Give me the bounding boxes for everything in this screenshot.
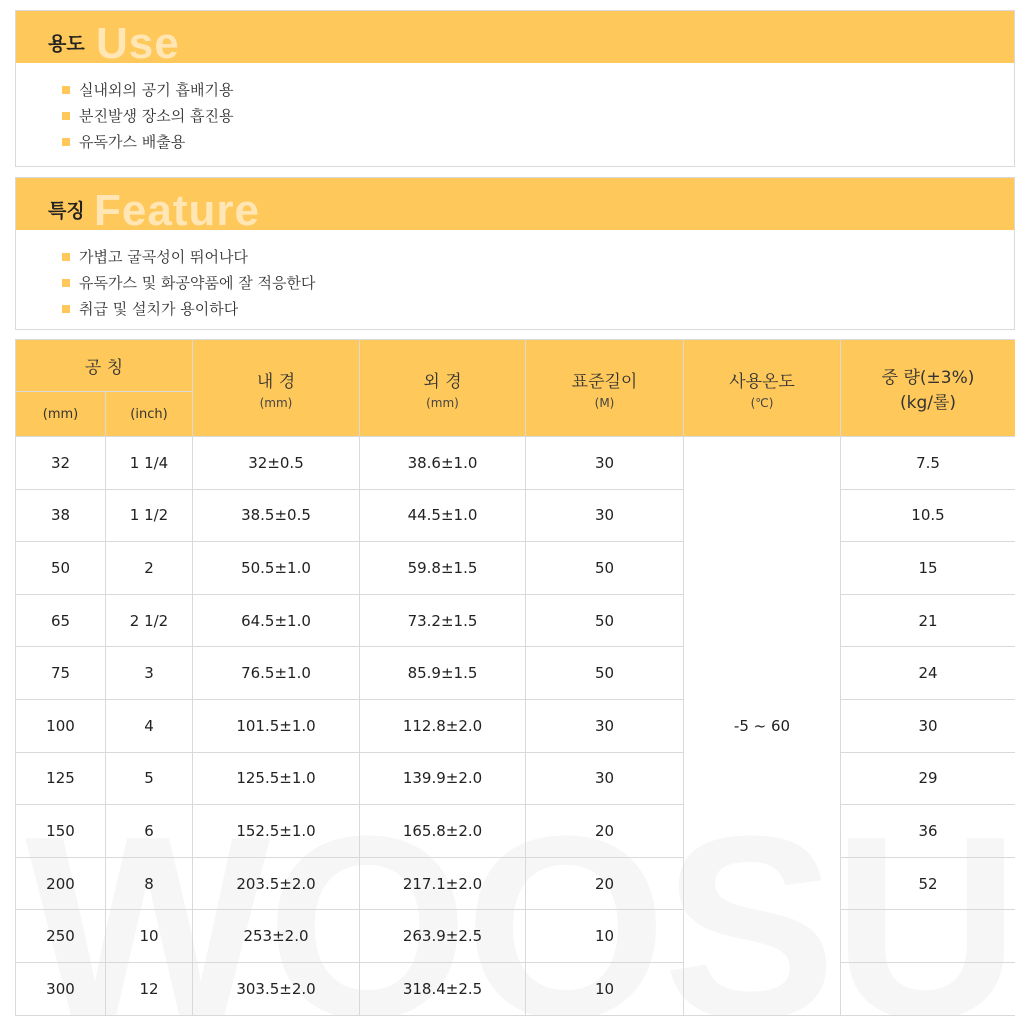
cell-mm: 125 [16,752,106,805]
use-bg-text: Use [96,19,180,63]
cell-outer: 165.8±2.0 [360,805,526,858]
cell-inner: 101.5±1.0 [193,699,360,752]
cell-weight: 15 [841,542,1016,595]
cell-weight: 21 [841,594,1016,647]
cell-mm: 75 [16,647,106,700]
cell-mm: 65 [16,594,106,647]
table-row [16,594,1016,647]
cell-inner: 203.5±2.0 [193,857,360,910]
cell-inch: 4 [106,699,193,752]
cell-mm: 300 [16,962,106,1015]
list-item-text: 분진발생 장소의 흡진용 [79,107,234,125]
use-title: 용도 [48,33,85,55]
cell-outer: 112.8±2.0 [360,699,526,752]
header-inner-label: 내 경 [256,371,296,392]
cell-inch: 12 [106,962,193,1015]
cell-outer: 44.5±1.0 [360,489,526,542]
cell-length: 10 [526,910,684,963]
table-row [16,647,1016,700]
table-row [16,542,1016,595]
spec-table-container [15,339,1015,1016]
feature-section [15,177,1015,330]
cell-mm: 50 [16,542,106,595]
cell-inch: 6 [106,805,193,858]
list-item [62,77,1014,103]
cell-mm: 32 [16,437,106,490]
header-nominal-label: 공 칭 [84,358,124,378]
cell-inch: 1 1/2 [106,489,193,542]
cell-outer: 73.2±1.5 [360,594,526,647]
bullet-square-icon [62,305,70,313]
cell-weight: 10.5 [841,489,1016,542]
cell-inch: 2 1/2 [106,594,193,647]
cell-inner: 38.5±0.5 [193,489,360,542]
list-item [62,244,1014,270]
cell-mm: 200 [16,857,106,910]
cell-length: 30 [526,752,684,805]
header-nominal [16,340,193,392]
cell-length: 30 [526,699,684,752]
list-item-text: 취급 및 설치가 용이하다 [79,300,239,318]
cell-length: 50 [526,594,684,647]
cell-inner: 152.5±1.0 [193,805,360,858]
header-standard-length [526,340,684,437]
cell-weight: 7.5 [841,437,1016,490]
cell-weight: 30 [841,699,1016,752]
header-temperature [684,340,841,437]
cell-weight: 24 [841,647,1016,700]
feature-section-header [16,178,1014,230]
cell-mm: 100 [16,699,106,752]
bullet-square-icon [62,253,70,261]
header-length-label: 표준길이 [571,371,638,392]
list-item [62,129,1014,155]
cell-inner: 125.5±1.0 [193,752,360,805]
cell-length: 50 [526,542,684,595]
cell-length: 30 [526,437,684,490]
cell-inner: 64.5±1.0 [193,594,360,647]
cell-inch: 10 [106,910,193,963]
list-item [62,270,1014,296]
cell-length: 50 [526,647,684,700]
spec-table [15,339,1015,1016]
table-row [16,805,1016,858]
use-list [16,63,1014,155]
cell-mm: 38 [16,489,106,542]
table-row [16,489,1016,542]
table-row [16,857,1016,910]
cell-outer: 139.9±2.0 [360,752,526,805]
cell-outer: 85.9±1.5 [360,647,526,700]
header-outer-unit: (mm) [426,395,459,410]
cell-outer: 38.6±1.0 [360,437,526,490]
cell-outer: 217.1±2.0 [360,857,526,910]
bullet-square-icon [62,138,70,146]
cell-length: 30 [526,489,684,542]
header-temp-label: 사용온도 [729,371,795,392]
cell-length: 20 [526,805,684,858]
bullet-square-icon [62,112,70,120]
table-row [16,962,1016,1015]
cell-inner: 76.5±1.0 [193,647,360,700]
use-section-header [16,11,1014,63]
cell-outer: 59.8±1.5 [360,542,526,595]
table-row [16,752,1016,805]
cell-temperature: -5 ~ 60 [684,437,841,1016]
cell-mm: 250 [16,910,106,963]
cell-length: 10 [526,962,684,1015]
header-nominal-mm: (mm) [16,392,106,437]
cell-inch: 5 [106,752,193,805]
cell-mm: 150 [16,805,106,858]
list-item [62,103,1014,129]
header-weight-label: 중 량(±3%) [881,368,975,388]
list-item-text: 가볍고 굴곡성이 뛰어나다 [79,248,248,266]
header-length-unit: (M) [594,395,615,410]
header-nominal-inch: (inch) [106,392,193,437]
cell-inch: 3 [106,647,193,700]
cell-inner: 50.5±1.0 [193,542,360,595]
cell-length: 20 [526,857,684,910]
list-item-text: 실내외의 공기 흡배기용 [79,81,234,99]
cell-weight: 36 [841,805,1016,858]
list-item [62,296,1014,322]
header-outer-diameter [360,340,526,437]
cell-outer: 263.9±2.5 [360,910,526,963]
bullet-square-icon [62,279,70,287]
cell-inch: 1 1/4 [106,437,193,490]
header-inner-diameter [193,340,360,437]
feature-list [16,230,1014,322]
feature-bg-text: Feature [94,186,260,230]
header-inner-unit: (mm) [259,395,293,410]
table-row [16,910,1016,963]
cell-inner: 32±0.5 [193,437,360,490]
list-item-text: 유독가스 및 화공약품에 잘 적응한다 [79,274,316,292]
header-outer-label: 외 경 [423,371,462,392]
header-temp-unit: (℃) [750,395,774,410]
feature-title: 특징 [48,200,85,222]
cell-weight [841,910,1016,963]
header-weight [841,340,1016,437]
use-section [15,10,1015,167]
bullet-square-icon [62,86,70,94]
table-row [16,699,1016,752]
table-row [16,437,1016,490]
cell-inner: 303.5±2.0 [193,962,360,1015]
cell-weight: 52 [841,857,1016,910]
list-item-text: 유독가스 배출용 [79,133,186,151]
cell-inch: 2 [106,542,193,595]
cell-weight: 29 [841,752,1016,805]
header-weight-unit: (kg/롤) [899,393,957,413]
cell-outer: 318.4±2.5 [360,962,526,1015]
cell-inner: 253±2.0 [193,910,360,963]
cell-weight [841,962,1016,1015]
cell-inch: 8 [106,857,193,910]
